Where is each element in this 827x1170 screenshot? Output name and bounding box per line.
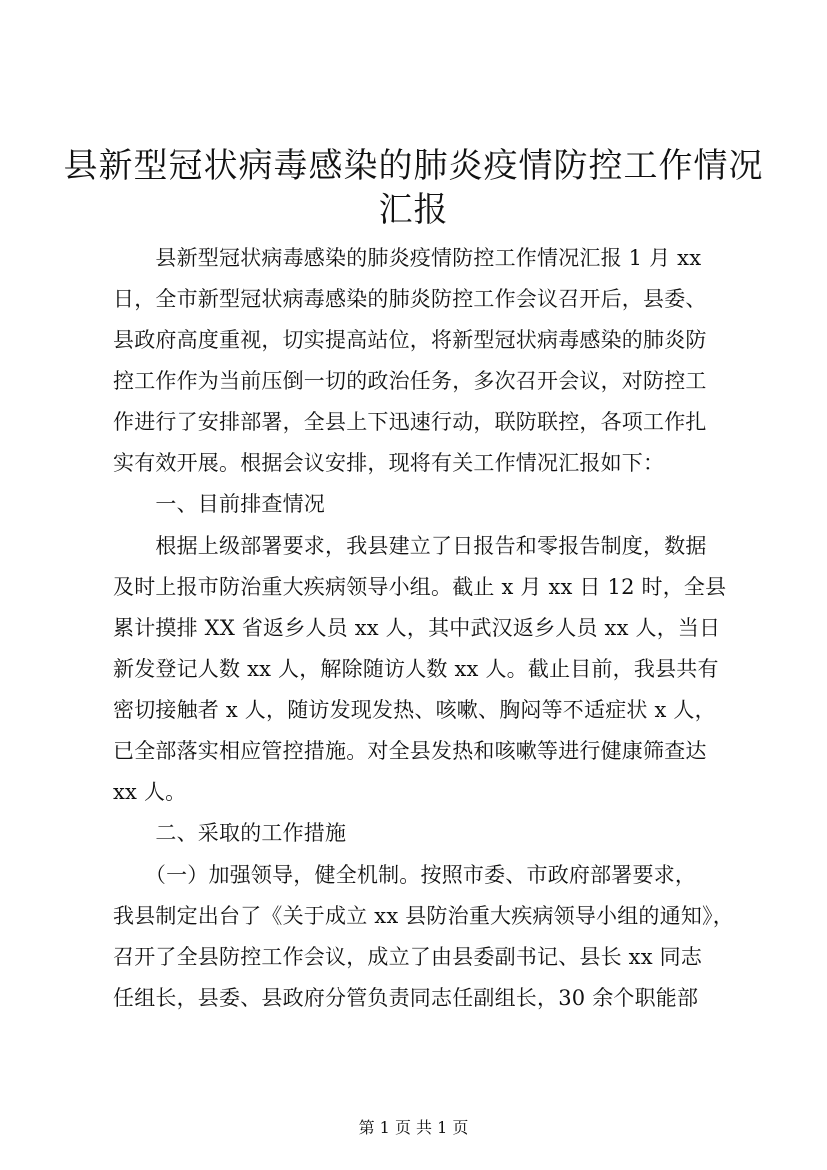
document-title-line-1: 县新型冠状病毒感染的肺炎疫情防控工作情况 [63, 146, 764, 186]
body-line: 作进行了安排部署，全县上下迅速行动，联防联控，各项工作扎 [113, 410, 707, 434]
body-line: 密切接触者 x 人，随访发现发热、咳嗽、胸闷等不适症状 x 人， [113, 698, 716, 722]
document-title-line-2: 汇报 [378, 190, 449, 230]
page-footer: 第 1 页 共 1 页 [358, 1118, 469, 1137]
section-heading: 二、采取的工作措施 [113, 821, 347, 845]
body-line: 及时上报市防治重大疾病领导小组。截止 x 月 xx 日 12 时，全县 [113, 575, 727, 599]
body-line: 新发登记人数 xx 人，解除随访人数 xx 人。截止目前，我县共有 [113, 657, 719, 681]
body-line: （一）加强领导，健全机制。按照市委、市政府部署要求， [113, 863, 697, 887]
section-heading: 一、目前排查情况 [113, 492, 325, 516]
body-line: 根据上级部署要求，我县建立了日报告和零报告制度，数据 [113, 534, 707, 558]
body-line: 召开了全县防控工作会议，成立了由县委副书记、县长 xx 同志 [113, 945, 703, 969]
body-line: 县新型冠状病毒感染的肺炎疫情防控工作情况汇报 1 月 xx [113, 246, 702, 270]
body-line: xx 人。 [113, 780, 187, 804]
body-line: 任组长，县委、县政府分管负责同志任副组长，30 余个职能部 [113, 986, 699, 1010]
body-line: 控工作作为当前压倒一切的政治任务，多次召开会议，对防控工 [113, 369, 707, 393]
body-line: 已全部落实相应管控措施。对全县发热和咳嗽等进行健康筛查达 [113, 739, 707, 763]
body-line: 累计摸排 XX 省返乡人员 xx 人，其中武汉返乡人员 xx 人，当日 [113, 616, 721, 640]
body-line: 实有效开展。根据会议安排，现将有关工作情况汇报如下： [113, 451, 665, 475]
body-line: 日，全市新型冠状病毒感染的肺炎防控工作会议召开后，县委、 [113, 287, 707, 311]
body-line: 县政府高度重视，切实提高站位，将新型冠状病毒感染的肺炎防 [113, 328, 707, 352]
body-line: 我县制定出台了《关于成立 xx 县防治重大疾病领导小组的通知》， [113, 904, 734, 928]
